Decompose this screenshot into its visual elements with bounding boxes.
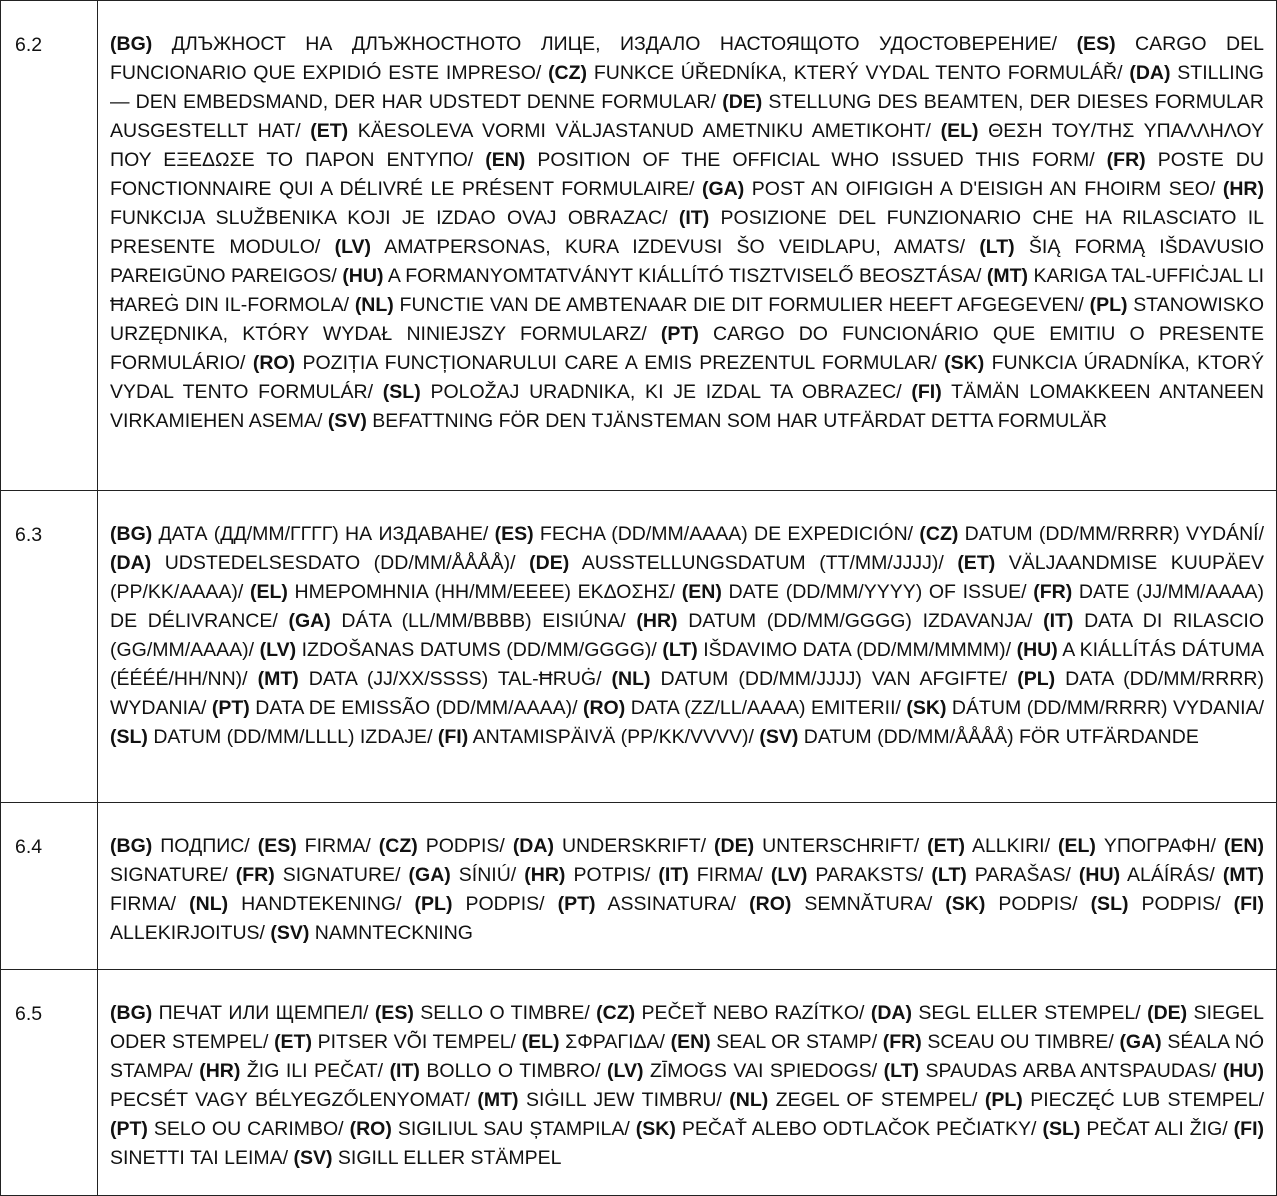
language-text: ALLKIRI/ [965, 835, 1058, 857]
language-text: ДЛЪЖНОСТ НА ДЛЪЖНОСТНОТО ЛИЦЕ, ИЗДАЛО НАСТОЯЩОТО УДОСТОВЕРЕНИЕ/ [152, 33, 1077, 55]
field-number: 6.2 [1, 1, 98, 491]
language-text: SIEGEL ODER STEMPEL/ [110, 1002, 1265, 1053]
language-code: (ES) [257, 835, 297, 857]
language-code: (EL) [940, 120, 979, 142]
language-code: (PT) [211, 697, 250, 719]
language-text: PODPIS/ [1128, 893, 1234, 915]
table-body [1, 1, 1277, 1196]
language-code: (DA) [870, 1002, 913, 1024]
language-text: DATE (DD/MM/YYYY) OF ISSUE/ [721, 581, 1034, 603]
language-text: STELLUNG DES BEAMTEN, DER DIESES FORMULAR AUSGESTELLT HAT/ [110, 91, 1264, 142]
language-code: (SK) [635, 1118, 676, 1140]
language-text: CARGO DEL FUNCIONARIO QUE EXPIDIÓ ESTE IMPRESO/ [110, 33, 1264, 84]
field-description [98, 1, 1277, 491]
language-text: BOLLO O TIMBRO/ [419, 1060, 607, 1082]
language-code: (HU) [1222, 1060, 1265, 1082]
language-text: DATA DI RILASCIO (GG/MM/AAAA)/ [110, 610, 1264, 661]
language-code: (FI) [911, 381, 942, 403]
language-text: SEAL OR STAMP/ [710, 1031, 883, 1053]
language-text: FECHA (DD/MM/AAAA) DE EXPEDICIÓN/ [533, 523, 920, 545]
language-text: UNDERSKRIFT/ [553, 835, 715, 857]
language-text: KARIGA TAL-UFFIĊJAL LI ĦAREĠ DIN IL-FORMOLA/ [110, 265, 1264, 316]
language-text: IZDOŠANAS DATUMS (DD/MM/GGGG)/ [296, 639, 663, 661]
language-text: SIGILIUL SAU ȘTAMPILA/ [391, 1118, 636, 1140]
language-code: (EN) [681, 581, 722, 603]
language-code: (SK) [945, 893, 986, 915]
language-code: (SV) [270, 922, 310, 944]
language-code: (SL) [1090, 893, 1129, 915]
language-code: (DE) [714, 835, 755, 857]
language-text: PIECZĘĆ LUB STEMPEL/ [1022, 1089, 1264, 1111]
language-text: FIRMA/ [296, 835, 379, 857]
field-description [98, 491, 1277, 803]
language-code: (PL) [414, 893, 453, 915]
language-text: ŽIG ILI PEČAT/ [240, 1060, 390, 1082]
language-text: DATE (JJ/MM/AAAA) DE DÉLIVRANCE/ [110, 581, 1264, 632]
language-text: TÄMÄN LOMAKKEEN ANTANEEN VIRKAMIEHEN ASEMA/ [110, 381, 1264, 432]
language-code: (ES) [374, 1002, 414, 1024]
language-code: (HU) [1016, 639, 1058, 661]
language-code: (BG) [110, 33, 153, 55]
field-number: 6.3 [1, 491, 98, 803]
language-text: CARGO DO FUNCIONÁRIO QUE EMITIU O PRESENTE FORMULÁRIO/ [110, 323, 1264, 374]
language-text: DÁTUM (DD/MM/RRRR) VYDANIA/ [946, 697, 1264, 719]
language-text: FUNKCIJA SLUŽBENIKA KOJI JE IZDAO OVAJ OBRAZAC/ [110, 207, 679, 229]
language-code: (ET) [310, 120, 349, 142]
language-code: (PL) [1017, 668, 1056, 690]
table-row-6-3 [1, 491, 1277, 803]
language-text: DATA (DD/MM/RRRR) WYDANIA/ [110, 668, 1264, 719]
language-code: (EL) [521, 1031, 560, 1053]
language-code: (LT) [883, 1060, 920, 1082]
language-text: POLOŽAJ URADNIKA, KI JE IZDAL TA OBRAZEC/ [420, 381, 912, 403]
language-code: (MT) [1222, 864, 1264, 886]
language-code: (ET) [957, 552, 996, 574]
language-text: POTPIS/ [565, 864, 659, 886]
language-text: AUSSTELLUNGSDATUM (TT/MM/JJJJ)/ [569, 552, 958, 574]
language-text: ΘΕΣΗ ΤΟΥ/ΤΗΣ ΥΠΑΛΛΗΛΟΥ ΠΟΥ ΕΞΕΔΩΣΕ ΤΟ ΠΑΡΟΝ ΕΝΤΥΠΟ/ [110, 120, 1264, 171]
language-code: (FI) [1233, 893, 1264, 915]
language-text: PODPIS/ [985, 893, 1091, 915]
language-text: PARAKSTS/ [807, 864, 932, 886]
language-code: (ES) [1076, 33, 1116, 55]
language-text: SÍNIÚ/ [450, 864, 525, 886]
language-text: ΗΜΕΡΟΜΗΝΙΑ (ΗΗ/ΜΜ/ΕΕΕΕ) ΕΚΔΟΣΗΣ/ [287, 581, 682, 603]
language-code: (DE) [1147, 1002, 1188, 1024]
language-code: (NL) [729, 1089, 769, 1111]
language-text: FUNCTIE VAN DE AMBTENAAR DIE DIT FORMULIER HEEFT AFGEGEVEN/ [393, 294, 1090, 316]
table-row-6-5 [1, 970, 1277, 1196]
language-code: (DA) [512, 835, 554, 857]
language-text: ALÁÍRÁS/ [1120, 864, 1223, 886]
language-text: ŠIĄ FORMĄ IŠDAVUSIO PAREIGŪNO PAREIGOS/ [110, 236, 1264, 287]
language-text: A KIÁLLÍTÁS DÁTUMA (ÉÉÉÉ/HH/NN)/ [110, 639, 1264, 690]
language-code: (SK) [906, 697, 947, 719]
language-code: (HR) [524, 864, 566, 886]
language-code: (CZ) [548, 62, 588, 84]
language-code: (PL) [1089, 294, 1128, 316]
table-row-6-2 [1, 1, 1277, 491]
language-code: (BG) [110, 523, 153, 545]
language-text: ΣΦΡΑΓΙΔΑ/ [559, 1031, 671, 1053]
language-text: SINETTI TAI LEIMA/ [110, 1147, 294, 1169]
language-code: (FR) [235, 864, 275, 886]
language-text: DATA (ZZ/LL/AAAA) EMITERII/ [625, 697, 907, 719]
language-text: FIRMA/ [688, 864, 771, 886]
language-code: (RO) [749, 893, 792, 915]
language-text: SELLO O TIMBRE/ [413, 1002, 597, 1024]
language-code: (SV) [293, 1147, 333, 1169]
language-code: (LV) [334, 236, 372, 258]
language-text: VÄLJAANDMISE KUUPÄEV (PP/KK/AAAA)/ [110, 552, 1264, 603]
language-text: FUNKCE ÚŘEDNÍKA, KTERÝ VYDAL TENTO FORMULÁŘ/ [587, 62, 1130, 84]
language-text: SIGILL ELLER STÄMPEL [332, 1147, 562, 1169]
language-text: PITSER VÕI TEMPEL/ [311, 1031, 522, 1053]
language-text: ПОДПИС/ [152, 835, 258, 857]
language-code: (RO) [349, 1118, 392, 1140]
language-text: SEGL ELLER STEMPEL/ [912, 1002, 1148, 1024]
language-code: (FI) [1233, 1118, 1264, 1140]
language-text: POSITION OF THE OFFICIAL WHO ISSUED THIS FORM/ [525, 149, 1107, 171]
language-text: PODPIS/ [452, 893, 558, 915]
language-text: SPAUDAS ARBA ANTSPAUDAS/ [919, 1060, 1223, 1082]
language-code: (NL) [611, 668, 651, 690]
language-text: STILLING — DEN EMBEDSMAND, DER HAR UDSTEDT DENNE FORMULAR/ [110, 62, 1264, 113]
language-code: (ET) [274, 1031, 312, 1053]
language-code: (DA) [1129, 62, 1171, 84]
language-code: (FR) [882, 1031, 922, 1053]
language-code: (HU) [342, 265, 384, 287]
language-code: (GA) [288, 610, 331, 632]
language-code: (IT) [389, 1060, 420, 1082]
language-text: FIRMA/ [110, 893, 190, 915]
language-code: (DE) [529, 552, 570, 574]
language-text: ASSINATURA/ [595, 893, 750, 915]
language-code: (FR) [1033, 581, 1073, 603]
language-text: SIGNATURE/ [274, 864, 409, 886]
language-code: (HU) [1078, 864, 1121, 886]
language-code: (IT) [658, 864, 689, 886]
language-code: (DA) [110, 552, 152, 574]
field-number: 6.5 [1, 970, 98, 1196]
language-code: (PL) [984, 1089, 1023, 1111]
language-code: (HR) [199, 1060, 241, 1082]
language-code: (GA) [702, 178, 745, 200]
table-row-6-4 [1, 803, 1277, 970]
language-text: PEČEŤ NEBO RAZÍTKO/ [635, 1002, 871, 1024]
language-code: (NL) [354, 294, 394, 316]
language-code: (SV) [759, 726, 799, 748]
language-text: POZIȚIA FUNCȚIONARULUI CARE A EMIS PREZENTUL FORMULAR/ [295, 352, 945, 374]
language-text: ZEGEL OF STEMPEL/ [768, 1089, 985, 1111]
language-code: (MT) [477, 1089, 519, 1111]
language-text: DÁTA (LL/MM/BBBB) EISIÚNA/ [330, 610, 637, 632]
field-number: 6.4 [1, 803, 98, 970]
language-code: (CZ) [596, 1002, 636, 1024]
language-text: FUNKCIA ÚRADNÍKA, KTORÝ VYDAL TENTO FORMULÁR/ [110, 352, 1264, 403]
language-code: (IT) [1043, 610, 1074, 632]
language-text: POSIZIONE DEL FUNZIONARIO CHE HA RILASCIATO IL PRESENTE MODULO/ [110, 207, 1264, 258]
language-code: (LV) [770, 864, 808, 886]
language-text: PEČAT ALI ŽIG/ [1080, 1118, 1234, 1140]
language-text: DATUM (DD/MM/ÅÅÅÅ) FÖR UTFÄRDANDE [798, 726, 1199, 748]
language-code: (PT) [557, 893, 596, 915]
language-code: (EN) [1223, 835, 1264, 857]
language-code: (PT) [660, 323, 699, 345]
language-code: (RO) [252, 352, 296, 374]
language-text: BEFATTNING FÖR DEN TJÄNSTEMAN SOM HAR UTFÄRDAT DETTA FORMULÄR [366, 410, 1108, 432]
language-code: (LV) [607, 1060, 644, 1082]
language-text: ZĪMOGS VAI SPIEDOGS/ [643, 1060, 884, 1082]
language-code: (SL) [1042, 1118, 1081, 1140]
language-text: DATUM (DD/MM/RRRR) VYDÁNÍ/ [958, 523, 1264, 545]
language-text: SÉALA NÓ STAMPA/ [110, 1031, 1264, 1082]
language-code: (EL) [249, 581, 288, 603]
language-code: (ET) [927, 835, 966, 857]
language-text: DATA (JJ/XX/SSSS) TAL-ĦRUĠ/ [298, 668, 612, 690]
language-code: (SK) [944, 352, 985, 374]
language-text: SCEAU OU TIMBRE/ [921, 1031, 1120, 1053]
language-code: (EN) [485, 149, 526, 171]
language-code: (NL) [189, 893, 229, 915]
language-text: KÄESOLEVA VORMI VÄLJASTANUD AMETNIKU AMETIKOHT/ [348, 120, 941, 142]
language-code: (SV) [327, 410, 367, 432]
language-code: (EN) [670, 1031, 711, 1053]
language-text: PARAŠAS/ [966, 864, 1079, 886]
language-code: (LT) [979, 236, 1015, 258]
language-code: (HR) [1222, 178, 1264, 200]
language-code: (DE) [722, 91, 763, 113]
language-code: (BG) [110, 835, 153, 857]
language-text: DATUM (DD/MM/GGGG) IZDAVANJA/ [677, 610, 1044, 632]
language-text: DATUM (DD/MM/JJJJ) VAN AFGIFTE/ [650, 668, 1018, 690]
language-code: (HR) [636, 610, 678, 632]
language-text: PODPIS/ [417, 835, 513, 857]
language-code: (GA) [408, 864, 451, 886]
language-text: PEČAŤ ALEBO ODTLAČOK PEČIATKY/ [675, 1118, 1043, 1140]
field-description [98, 970, 1277, 1196]
language-code: (LT) [662, 639, 698, 661]
language-code: (CZ) [378, 835, 418, 857]
language-text: DATUM (DD/MM/LLLL) IZDAJE/ [147, 726, 438, 748]
language-text: A FORMANYOMTATVÁNYT KIÁLLÍTÓ TISZTVISELŐ BEOSZTÁSA/ [383, 265, 987, 287]
language-text: IŠDAVIMO DATA (DD/MM/MMMM)/ [697, 639, 1017, 661]
language-text: HANDTEKENING/ [228, 893, 415, 915]
language-text: AMATPERSONAS, KURA IZDEVUSI ŠO VEIDLAPU, AMATS/ [371, 236, 980, 258]
language-text: POSTE DU FONCTIONNAIRE QUI A DÉLIVRÉ LE PRÉSENT FORMULAIRE/ [110, 149, 1264, 200]
language-text: DATA DE EMISSÃO (DD/MM/AAAA)/ [249, 697, 583, 719]
language-text: NAMNTECKNING [309, 922, 473, 944]
language-code: (EL) [1057, 835, 1096, 857]
language-text: SEMNĂTURA/ [791, 893, 946, 915]
language-text: PECSÉT VAGY BÉLYEGZŐLENYOMAT/ [110, 1089, 478, 1111]
language-text: ANTAMISPÄIVÄ (PP/KK/VVVV)/ [468, 726, 760, 748]
language-text: SIĠILL JEW TIMBRU/ [518, 1089, 730, 1111]
language-code: (IT) [678, 207, 710, 229]
language-code: (GA) [1119, 1031, 1162, 1053]
field-description [98, 803, 1277, 970]
language-code: (RO) [582, 697, 626, 719]
language-code: (LV) [259, 639, 297, 661]
language-code: (MT) [257, 668, 299, 690]
language-text: POST AN OIFIGIGH A D'EISIGH AN FHOIRM SEO/ [744, 178, 1223, 200]
language-text: ДАТА (ДД/ММ/ГГГГ) НА ИЗДАВАНЕ/ [152, 523, 495, 545]
language-code: (PT) [110, 1118, 148, 1140]
language-text: ALLEKIRJOITUS/ [110, 922, 271, 944]
language-text: UNTERSCHRIFT/ [754, 835, 928, 857]
language-code: (CZ) [919, 523, 959, 545]
language-code: (MT) [986, 265, 1029, 287]
language-code: (SL) [382, 381, 421, 403]
language-text: UDSTEDELSESDATO (DD/MM/ÅÅÅÅ)/ [151, 552, 530, 574]
language-text: ΥΠΟΓΡΑΦΗ/ [1095, 835, 1224, 857]
language-code: (FR) [1106, 149, 1146, 171]
language-text: SELO OU CARIMBO/ [147, 1118, 350, 1140]
language-code: (SL) [110, 726, 148, 748]
language-code: (ES) [494, 523, 534, 545]
language-text: ПЕЧАТ ИЛИ ЩЕМПЕЛ/ [152, 1002, 375, 1024]
language-text: SIGNATURE/ [110, 864, 236, 886]
language-text: STANOWISKO URZĘDNIKA, KTÓRY WYDAŁ NINIEJSZY FORMULARZ/ [110, 294, 1264, 345]
language-code: (LT) [931, 864, 967, 886]
language-code: (BG) [110, 1002, 153, 1024]
language-code: (FI) [437, 726, 469, 748]
